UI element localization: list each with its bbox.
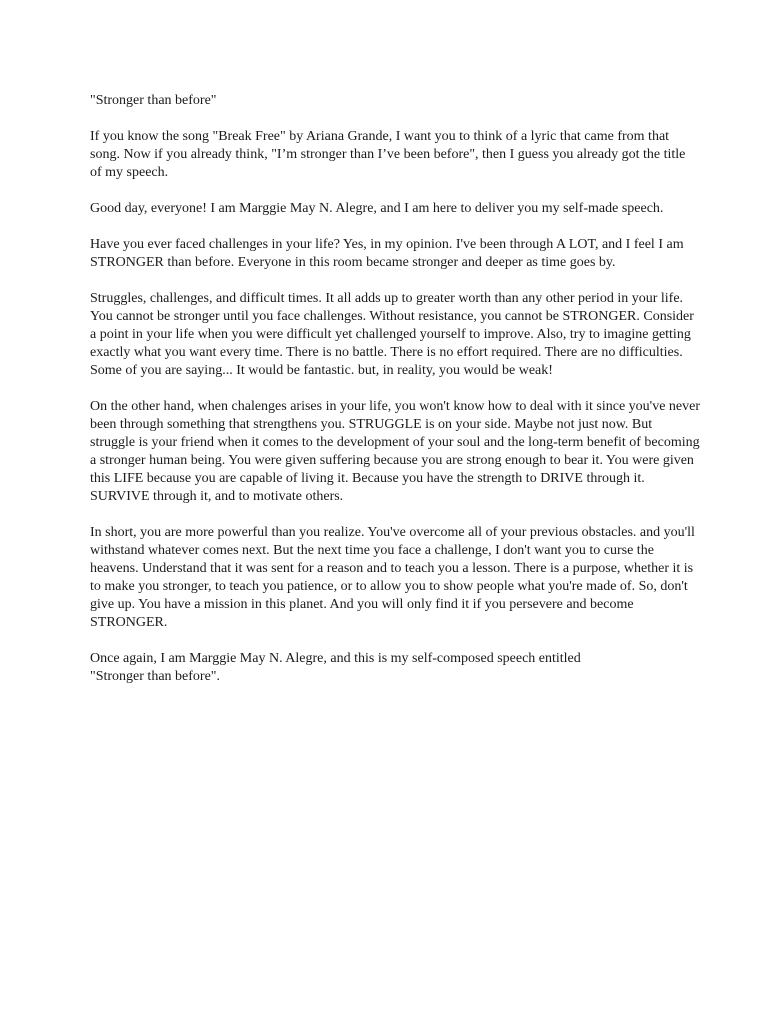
paragraph-other-hand: On the other hand, when chalenges arises in your life, you won't know how to deal with it since you've never been through something that strengthens you. STRUGGLE is on your side. Maybe not just now. But struggle is your friend when it comes to the development of your soul and the long-term benefit of becoming a stronger human being. You were given suffering because you are strong enough to bear it. You were given this LIFE because you are capable of living it. Because you have the strength to DRIVE through it. SURVIVE through it, and to motivate others. [90, 399, 701, 504]
document-body [90, 92, 700, 704]
paragraph-in-short: In short, you are more powerful than you realize. You've overcome all of your previous obstacles. and you'll withstand whatever comes next. But the next time you face a challenge, I don't want you to curse the heavens. Understand that it was sent for a reason and to teach you a lesson. There is a purpose, whether it is to make you stronger, to teach you patience, or to allow you to show people what you're made of. So, don't give up. You have a mission in this planet. And you will only find it if you persevere and become STRONGER. [90, 525, 695, 630]
paragraph-challenges: Have you ever faced challenges in your life? Yes, in my opinion. I've been through A LOT, and I feel I am STRONGER than before. Everyone in this room became stronger and deeper as time goes by. [90, 237, 684, 270]
paragraph-intro: If you know the song "Break Free" by Ariana Grande, I want you to think of a lyric that came from that song. Now if you already think, "I’m stronger than I’ve been before", then I guess you already got the title of my speech. [90, 129, 686, 180]
document-title: "Stronger than before" [90, 93, 217, 108]
paragraph-greeting: Good day, everyone! I am Marggie May N. Alegre, and I am here to deliver you my self-made speech. [90, 201, 664, 216]
paragraph-closing: Once again, I am Marggie May N. Alegre, and this is my self-composed speech entitled "Stronger than before". [90, 651, 581, 684]
paragraph-struggles: Struggles, challenges, and difficult times. It all adds up to greater worth than any other period in your life. You cannot be stronger until you face challenges. Without resistance, you cannot be STRONGER. Consider a point in your life when you were difficult yet challenged yourself to improve. Also, try to imagine getting exactly what you want every time. There is no battle. There is no effort required. There are no difficulties. Some of you are saying... It would be fantastic. but, in reality, you would be weak! [90, 291, 694, 378]
